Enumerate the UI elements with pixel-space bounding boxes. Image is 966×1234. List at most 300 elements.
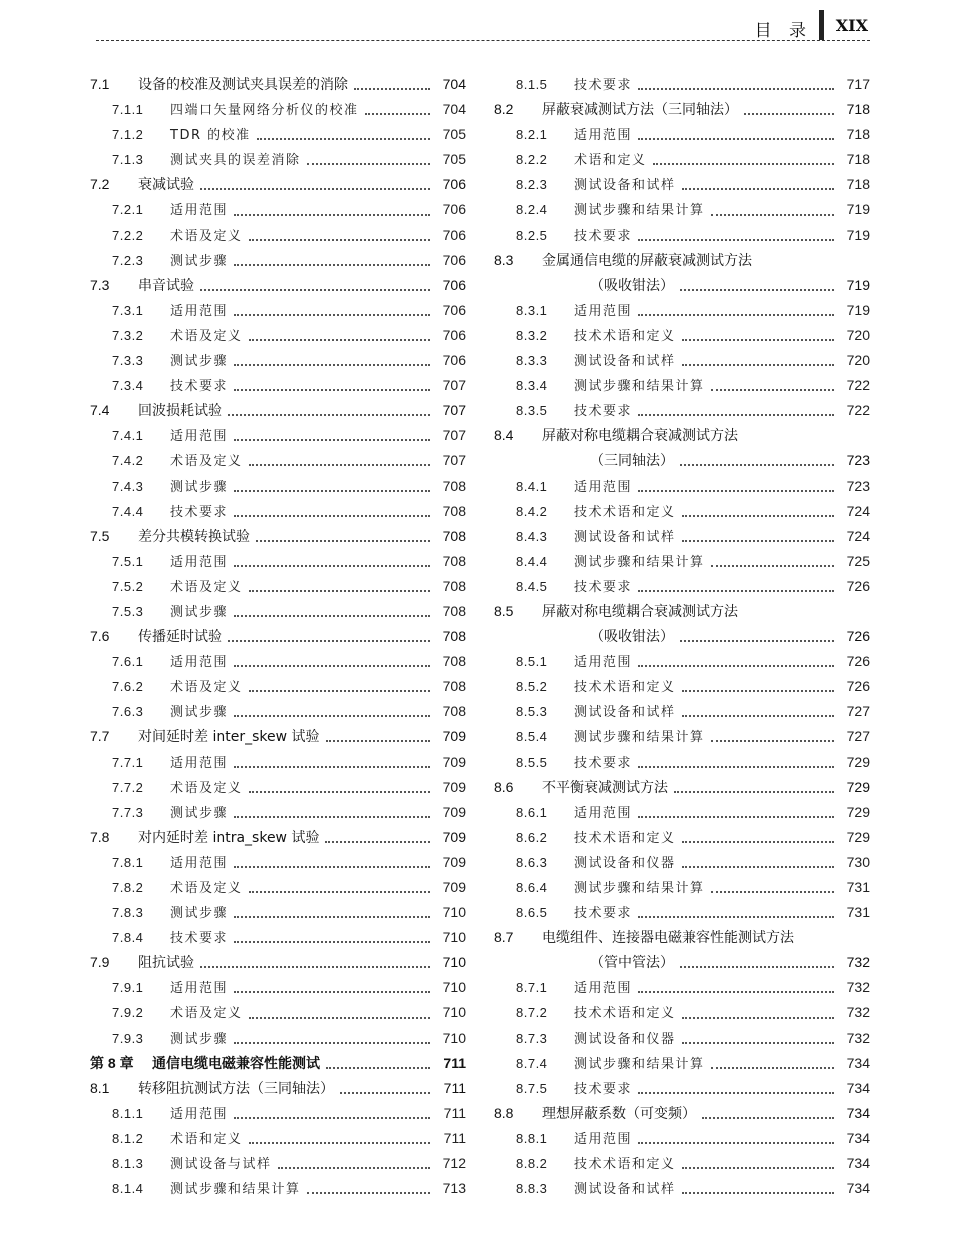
dot-leader (234, 815, 430, 818)
toc-entry[interactable] (494, 1103, 870, 1128)
toc-entry[interactable] (494, 74, 870, 99)
toc-entry-number: 8.5.1 (516, 654, 548, 670)
dot-leader (682, 1016, 834, 1019)
toc-entry-number: 8.1.5 (516, 77, 548, 92)
toc-entry[interactable] (90, 300, 466, 325)
toc-entry[interactable] (494, 651, 870, 676)
toc-entry-title: 测试步骤 (170, 253, 229, 269)
toc-entry[interactable] (494, 701, 870, 726)
toc-entry-page: 726 (846, 577, 870, 594)
dot-leader (326, 739, 431, 742)
dot-leader (638, 815, 834, 818)
toc-entry-page: 708 (442, 678, 466, 695)
toc-entry-page: 734 (846, 1155, 870, 1172)
toc-entry[interactable] (90, 676, 466, 701)
dot-leader (638, 664, 834, 667)
dot-leader (326, 1066, 430, 1069)
toc-entry-title: 测试步骤 (170, 1031, 229, 1047)
toc-entry-page: 706 (442, 352, 466, 369)
toc-entry-page: 708 (442, 527, 466, 544)
toc-entry[interactable] (90, 726, 466, 751)
dot-leader (702, 1116, 834, 1119)
toc-entry[interactable] (494, 1128, 870, 1153)
toc-entry-number: 8.6 (494, 778, 514, 795)
toc-entry[interactable] (90, 1178, 466, 1203)
toc-entry-title: 技术要求 (170, 379, 229, 395)
toc-entry-page: 710 (442, 979, 466, 996)
toc-entry-title: 四端口矢量网络分析仪的校准 (170, 103, 359, 119)
toc-entry-page: 704 (442, 101, 466, 118)
toc-entry-number: 8.2 (494, 101, 514, 118)
toc-entry-page: 729 (846, 753, 870, 770)
toc-entry[interactable] (90, 350, 466, 375)
toc-entry-title: 技术要求 (170, 504, 229, 520)
dot-leader (674, 790, 834, 793)
toc-entry-page: 706 (442, 301, 466, 318)
toc-entry-number: 7.3 (90, 276, 110, 293)
toc-entry-page: 706 (442, 201, 466, 218)
dot-leader (234, 564, 430, 567)
toc-entry[interactable] (90, 501, 466, 526)
toc-entry-number: 7.1.2 (112, 127, 144, 143)
toc-entry[interactable] (494, 852, 870, 877)
toc-entry-number: 7.1.1 (112, 102, 144, 118)
toc-entry-title: 技术要求 (574, 1081, 633, 1097)
toc-entry[interactable] (494, 325, 870, 350)
dot-leader (249, 689, 430, 692)
toc-entry[interactable] (494, 1078, 870, 1103)
toc-entry[interactable] (90, 250, 466, 275)
toc-entry[interactable] (90, 476, 466, 501)
toc-entry-number: 8.5.4 (516, 729, 548, 745)
toc-entry-number: 7.4.4 (112, 503, 144, 519)
toc-entry[interactable] (494, 601, 870, 626)
toc-entry-number: 7.9 (90, 954, 110, 971)
toc-entry-page: 710 (442, 1029, 466, 1046)
toc-entry[interactable] (494, 149, 870, 174)
header-divider-bar (819, 10, 824, 40)
toc-entry-title: TDR 的校准 (170, 128, 251, 144)
dot-leader (744, 112, 834, 115)
toc-entry[interactable] (90, 1103, 466, 1128)
toc-entry[interactable] (494, 576, 870, 601)
toc-entry-title: 测试步骤 (170, 354, 229, 370)
toc-entry-title: （吸收钳法） (590, 277, 674, 294)
toc-entry[interactable] (90, 601, 466, 626)
dot-leader (249, 589, 430, 592)
toc-entry[interactable] (494, 802, 870, 827)
toc-entry[interactable] (494, 225, 870, 250)
toc-entry-title: 适用范围 (170, 1106, 229, 1122)
dot-leader (234, 664, 430, 667)
toc-entry[interactable] (494, 827, 870, 852)
toc-entry[interactable] (90, 124, 466, 149)
dot-leader (638, 413, 834, 416)
toc-entry[interactable] (90, 225, 466, 250)
toc-entry[interactable] (494, 1002, 870, 1027)
toc-entry-page: 727 (846, 728, 870, 745)
toc-entry-number: 8.8.3 (516, 1181, 548, 1197)
toc-entry[interactable] (494, 676, 870, 701)
toc-entry-number: 8.2.1 (516, 127, 548, 143)
toc-entry-title: 技术要求 (574, 755, 633, 771)
toc-entry-title: 测试步骤和结果计算 (574, 1056, 705, 1072)
toc-entry-title: 术语及定义 (170, 328, 243, 344)
toc-entry-number: 8.2.3 (516, 177, 548, 193)
toc-entry-page: 708 (442, 577, 466, 594)
toc-entry[interactable] (494, 902, 870, 927)
toc-entry[interactable] (90, 400, 466, 425)
toc-entry-number: 7.3.2 (112, 327, 144, 343)
toc-entry-title: 测试步骤 (170, 705, 229, 721)
toc-entry-title: 适用范围 (170, 554, 229, 570)
dot-leader (234, 915, 430, 918)
dot-leader (682, 689, 834, 692)
toc-entry[interactable] (90, 375, 466, 400)
dot-leader (340, 1091, 430, 1094)
toc-entry-title: 术语及定义 (170, 228, 243, 244)
toc-entry-number: 7.3.4 (112, 378, 144, 394)
toc-entry-number: 7.4.3 (112, 478, 144, 494)
toc-entry-title: 适用范围 (574, 981, 633, 997)
dot-leader (638, 489, 834, 492)
dot-leader (307, 162, 430, 165)
toc-entry-number: 8.8.2 (516, 1156, 548, 1172)
toc-right-column (494, 74, 870, 1203)
toc-entry-page: 711 (443, 1129, 466, 1146)
toc-entry-page: 718 (846, 101, 870, 118)
toc-entry-number: 7.4 (90, 402, 110, 419)
toc-entry-number: 8.8 (494, 1104, 514, 1121)
toc-entry-number: 7.5.2 (112, 578, 144, 594)
toc-entry-number: 8.5.3 (516, 704, 548, 720)
toc-entry-number: 7.8.4 (112, 930, 144, 946)
toc-entry-page: 710 (442, 929, 466, 946)
dot-leader (234, 263, 430, 266)
toc-entry-number: 7.9.3 (112, 1030, 144, 1046)
toc-entry[interactable] (494, 250, 870, 275)
toc-entry[interactable] (90, 325, 466, 350)
toc-entry[interactable] (494, 476, 870, 501)
dot-leader (234, 514, 430, 517)
toc-entry-number: 8.4.1 (516, 478, 548, 494)
dot-leader (256, 539, 430, 542)
toc-entry-title: 技术要求 (574, 228, 633, 244)
toc-entry-number: 8.2.2 (516, 152, 548, 168)
dot-leader (354, 87, 430, 90)
dot-leader (638, 87, 834, 90)
toc-entry[interactable] (494, 1178, 870, 1203)
toc-entry-number: 8.4.2 (516, 503, 548, 519)
toc-entry-page: 706 (442, 276, 466, 293)
dot-leader (638, 313, 834, 316)
toc-entry-title: 对内延时差 intra_skew 试验 (138, 829, 320, 846)
toc-entry[interactable] (494, 400, 870, 425)
toc-entry[interactable] (90, 425, 466, 450)
toc-entry-title: 传播延时试验 (138, 629, 222, 646)
toc-entry[interactable] (494, 952, 870, 977)
toc-entry-number: 8.1.4 (112, 1181, 144, 1197)
toc-entry-title: （三同轴法） (590, 453, 674, 470)
toc-entry[interactable] (494, 626, 870, 651)
toc-entry-number: 8.3.2 (516, 327, 548, 343)
toc-entry[interactable] (494, 526, 870, 551)
dot-leader (200, 965, 430, 968)
toc-entry-title: 适用范围 (170, 303, 229, 319)
dot-leader (711, 213, 834, 216)
toc-entry-number: 7.4.1 (112, 428, 144, 444)
toc-entry-number: 7.9.2 (112, 1005, 144, 1021)
toc-entry[interactable] (494, 425, 870, 450)
toc-entry-title: 术语和定义 (574, 153, 647, 169)
toc-entry[interactable] (90, 877, 466, 902)
toc-entry-number: 8.7.2 (516, 1005, 548, 1021)
toc-entry-title: 测试设备和仪器 (574, 855, 676, 871)
dot-leader (234, 363, 430, 366)
toc-entry-number: 8.7.5 (516, 1080, 548, 1096)
toc-entry-number: 8.3.4 (516, 378, 548, 394)
dot-leader (249, 338, 430, 341)
toc-entry[interactable] (494, 927, 870, 952)
toc-entry-page: 734 (846, 1104, 870, 1121)
toc-entry[interactable] (90, 1002, 466, 1027)
toc-entry[interactable] (494, 300, 870, 325)
toc-entry-number: 7.3.1 (112, 302, 144, 318)
toc-entry[interactable] (494, 1053, 870, 1078)
toc-entry-number: 7.6.2 (112, 679, 144, 695)
toc-entry[interactable] (90, 275, 466, 300)
toc-entry-title: 适用范围 (170, 981, 229, 997)
toc-entry-page: 706 (442, 251, 466, 268)
toc-entry[interactable] (90, 99, 466, 124)
toc-entry[interactable] (90, 902, 466, 927)
toc-entry-number: 8.6.1 (516, 804, 548, 820)
toc-entry-page: 712 (442, 1155, 466, 1172)
toc-left-column (90, 74, 466, 1203)
toc-entry-number: 7.7.3 (112, 804, 144, 820)
dot-leader (234, 865, 430, 868)
toc-entry-title: 测试步骤和结果计算 (170, 1182, 301, 1198)
toc-entry-title: 适用范围 (574, 303, 633, 319)
toc-entry-number: 8.7 (494, 929, 514, 946)
dot-leader (711, 564, 834, 567)
dot-leader (711, 890, 834, 893)
toc-entry[interactable] (90, 752, 466, 777)
dot-leader (680, 639, 834, 642)
toc-entry-number: 7.2.2 (112, 227, 144, 243)
toc-entry-title: 测试步骤和结果计算 (574, 379, 705, 395)
toc-entry-page: 711 (443, 1104, 466, 1121)
toc-entry-number: 7.5 (90, 527, 110, 544)
toc-entry-number: 7.8 (90, 828, 110, 845)
toc-entry-number: 8.5 (494, 602, 514, 619)
toc-entry[interactable] (494, 726, 870, 751)
toc-entry-page: 732 (846, 979, 870, 996)
toc-entry-number: 8.3 (494, 251, 514, 268)
toc-entry-number: 8.2.5 (516, 227, 548, 243)
toc-entry-title: 适用范围 (170, 855, 229, 871)
toc-entry-number: 8.7.1 (516, 980, 548, 996)
toc-entry[interactable] (494, 777, 870, 802)
toc-entry-number: 7.8.1 (112, 854, 144, 870)
toc-entry-page: 729 (846, 828, 870, 845)
toc-entry-title: 技术术语和定义 (574, 830, 676, 846)
toc-entry-title: 适用范围 (574, 1131, 633, 1147)
toc-entry[interactable] (494, 1153, 870, 1178)
toc-entry-page: 708 (442, 477, 466, 494)
toc-entry-page: 709 (442, 728, 466, 745)
toc-entry[interactable] (90, 977, 466, 1002)
toc-entry[interactable] (494, 450, 870, 475)
toc-entry[interactable] (494, 124, 870, 149)
toc-entry-page: 724 (846, 527, 870, 544)
toc-entry[interactable] (90, 149, 466, 174)
toc-entry[interactable] (90, 174, 466, 199)
dot-leader (682, 338, 834, 341)
dot-leader (638, 990, 834, 993)
dot-leader (228, 639, 430, 642)
toc-entry[interactable] (494, 375, 870, 400)
toc-entry-title: 术语及定义 (170, 881, 243, 896)
toc-entry-title: 测试设备和试样 (574, 1182, 676, 1198)
toc-entry-title: 测试步骤和结果计算 (574, 203, 705, 219)
toc-entry-page: 726 (846, 628, 870, 645)
toc-entry-page: 720 (846, 352, 870, 369)
toc-entry-page: 709 (442, 778, 466, 795)
dot-leader (257, 137, 430, 140)
toc-entry[interactable] (90, 852, 466, 877)
toc-entry[interactable] (494, 501, 870, 526)
dot-leader (234, 940, 430, 943)
toc-entry[interactable] (494, 99, 870, 124)
toc-entry[interactable] (494, 1028, 870, 1053)
toc-entry-number: 7.1 (90, 76, 110, 92)
toc-entry-page: 725 (846, 552, 870, 569)
toc-entry-title: 测试夹具的误差消除 (170, 153, 301, 169)
toc-entry-page: 706 (442, 176, 466, 193)
toc-entry-page: 709 (442, 879, 466, 895)
toc-entry-page: 708 (442, 552, 466, 569)
header-page-number: XIX (835, 16, 868, 35)
toc-entry-page: 731 (846, 879, 870, 895)
toc-entry-page: 711 (443, 1054, 466, 1071)
toc-entry[interactable] (90, 1153, 466, 1178)
toc-entry-number: 8.6.2 (516, 829, 548, 845)
toc-entry[interactable] (90, 651, 466, 676)
toc-entry[interactable] (90, 74, 466, 99)
toc-entry-title: 屏蔽对称电缆耦合衰减测试方法 (542, 428, 738, 445)
dot-leader (682, 865, 834, 868)
toc-entry-page: 719 (846, 276, 870, 293)
toc-entry-number: 8.5.5 (516, 754, 548, 770)
dot-leader (682, 840, 834, 843)
toc-entry-page: 726 (846, 653, 870, 670)
toc-entry[interactable] (90, 1078, 466, 1103)
toc-entry[interactable] (90, 1028, 466, 1053)
toc-entry[interactable] (90, 450, 466, 475)
toc-entry[interactable] (90, 526, 466, 551)
toc-entry-page: 704 (442, 76, 466, 92)
toc-entry[interactable] (90, 576, 466, 601)
toc-entry-number: 7.8.3 (112, 905, 144, 921)
toc-entry-title: 适用范围 (574, 805, 633, 821)
toc-entry[interactable] (90, 1128, 466, 1153)
toc-entry-title: 转移阻抗测试方法（三同轴法） (138, 1080, 334, 1097)
toc-entry-page: 718 (846, 126, 870, 143)
toc-entry-page: 711 (443, 1079, 466, 1096)
toc-entry-title: 术语及定义 (170, 1006, 243, 1022)
dot-leader (234, 213, 430, 216)
toc-entry-page: 713 (442, 1180, 466, 1197)
toc-entry-page: 708 (442, 703, 466, 720)
toc-entry-page: 734 (846, 1180, 870, 1197)
toc-entry[interactable] (90, 952, 466, 977)
toc-entry-page: 719 (846, 226, 870, 243)
toc-entry[interactable] (494, 275, 870, 300)
toc-entry-title: 通信电缆电磁兼容性能测试 (152, 1055, 320, 1072)
toc-entry-title: 设备的校准及测试夹具误差的消除 (138, 77, 348, 93)
toc-entry-number: 8.6.5 (516, 905, 548, 921)
toc-entry[interactable] (90, 626, 466, 651)
toc-entry[interactable] (494, 350, 870, 375)
toc-entry[interactable] (494, 752, 870, 777)
toc-entry-page: 723 (846, 452, 870, 469)
toc-entry[interactable] (494, 877, 870, 902)
dot-leader (680, 965, 834, 968)
toc-entry-number: 7.2.1 (112, 202, 144, 218)
toc-entry-number: 7.5.1 (112, 553, 144, 569)
toc-entry-page: 732 (846, 1029, 870, 1046)
dot-leader (249, 1141, 430, 1144)
toc-entry-page: 707 (442, 427, 466, 444)
dot-leader (682, 1166, 834, 1169)
toc-entry-number: 8.3.5 (516, 403, 548, 419)
dot-leader (234, 1041, 430, 1044)
toc-entry[interactable] (90, 551, 466, 576)
toc-entry[interactable] (90, 1053, 466, 1078)
toc-entry-page: 729 (846, 778, 870, 795)
toc-entry[interactable] (494, 199, 870, 224)
toc-entry-number: 7.5.3 (112, 603, 144, 619)
dot-leader (249, 1016, 430, 1019)
toc-entry[interactable] (90, 927, 466, 952)
toc-entry[interactable] (494, 551, 870, 576)
toc-entry-page: 710 (442, 904, 466, 921)
toc-entry-number: 7.7.2 (112, 779, 144, 795)
toc-entry[interactable] (90, 777, 466, 802)
dot-leader (682, 363, 834, 366)
toc-entry-page: 708 (442, 628, 466, 645)
toc-entry-page: 720 (846, 326, 870, 343)
toc-entry[interactable] (494, 174, 870, 199)
toc-entry-page: 718 (846, 176, 870, 193)
toc-entry-page: 705 (442, 126, 466, 143)
toc-entry-title: 衰减试验 (138, 177, 194, 194)
dot-leader (234, 438, 430, 441)
toc-entry-title: 适用范围 (170, 203, 229, 219)
toc-entry[interactable] (90, 701, 466, 726)
toc-entry-title: 测试设备与试样 (170, 1157, 272, 1173)
toc-entry-page: 731 (846, 904, 870, 921)
dot-leader (249, 790, 430, 793)
toc-entry[interactable] (90, 802, 466, 827)
dot-leader (682, 714, 834, 717)
toc-entry[interactable] (90, 199, 466, 224)
toc-entry[interactable] (494, 977, 870, 1002)
toc-entry-number: 8.1.2 (112, 1130, 144, 1146)
toc-entry[interactable] (90, 827, 466, 852)
toc-entry-number: 8.7.4 (516, 1055, 548, 1071)
